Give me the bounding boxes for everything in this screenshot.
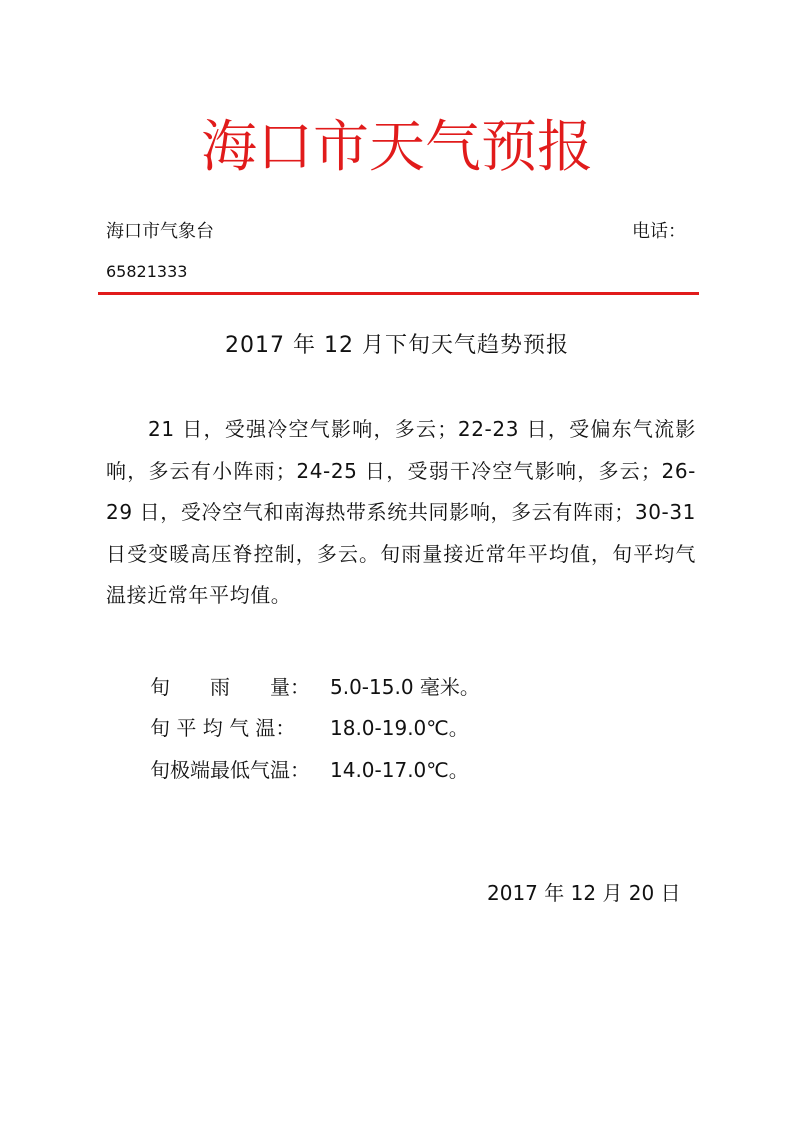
stat-row-min-temperature — [150, 755, 469, 785]
stat-row-rainfall — [150, 672, 480, 702]
issue-date: 2017 年 12 月 20 日 — [487, 881, 681, 905]
masthead-title: 海口市天气预报 — [201, 115, 593, 180]
document-title: 2017 年 12 月下旬天气趋势预报 — [225, 333, 569, 358]
stat-value-min-temperature: 14.0-17.0℃。 — [330, 758, 469, 782]
stat-value-mean-temperature: 18.0-19.0℃。 — [330, 716, 469, 740]
stat-label-rainfall: 旬 雨 量： — [150, 675, 310, 699]
stat-row-mean-temperature — [150, 713, 469, 743]
stat-label-min-temperature: 旬极端最低气温： — [150, 758, 310, 782]
issuer-name: 海口市气象台 — [106, 221, 214, 242]
phone-number: 65821333 — [106, 262, 188, 281]
forecast-paragraph: 21 日，受强冷空气影响，多云；22-23 日，受偏东气流影响，多云有小阵雨；24-25 日，受弱干冷空气影响，多云；26-29 日，受冷空气和南海热带系统共同影响，多云有阵雨；30-31 日受变暖高压脊控制，多云。旬雨量接近常年平均值，旬平均气温接近常年平均值。 — [106, 417, 696, 607]
stat-value-rainfall: 5.0-15.0 毫米。 — [330, 675, 480, 699]
header-divider — [98, 292, 699, 295]
phone-label: 电话： — [632, 221, 686, 242]
stat-label-mean-temperature: 旬 平 均 气 温： — [150, 716, 296, 740]
